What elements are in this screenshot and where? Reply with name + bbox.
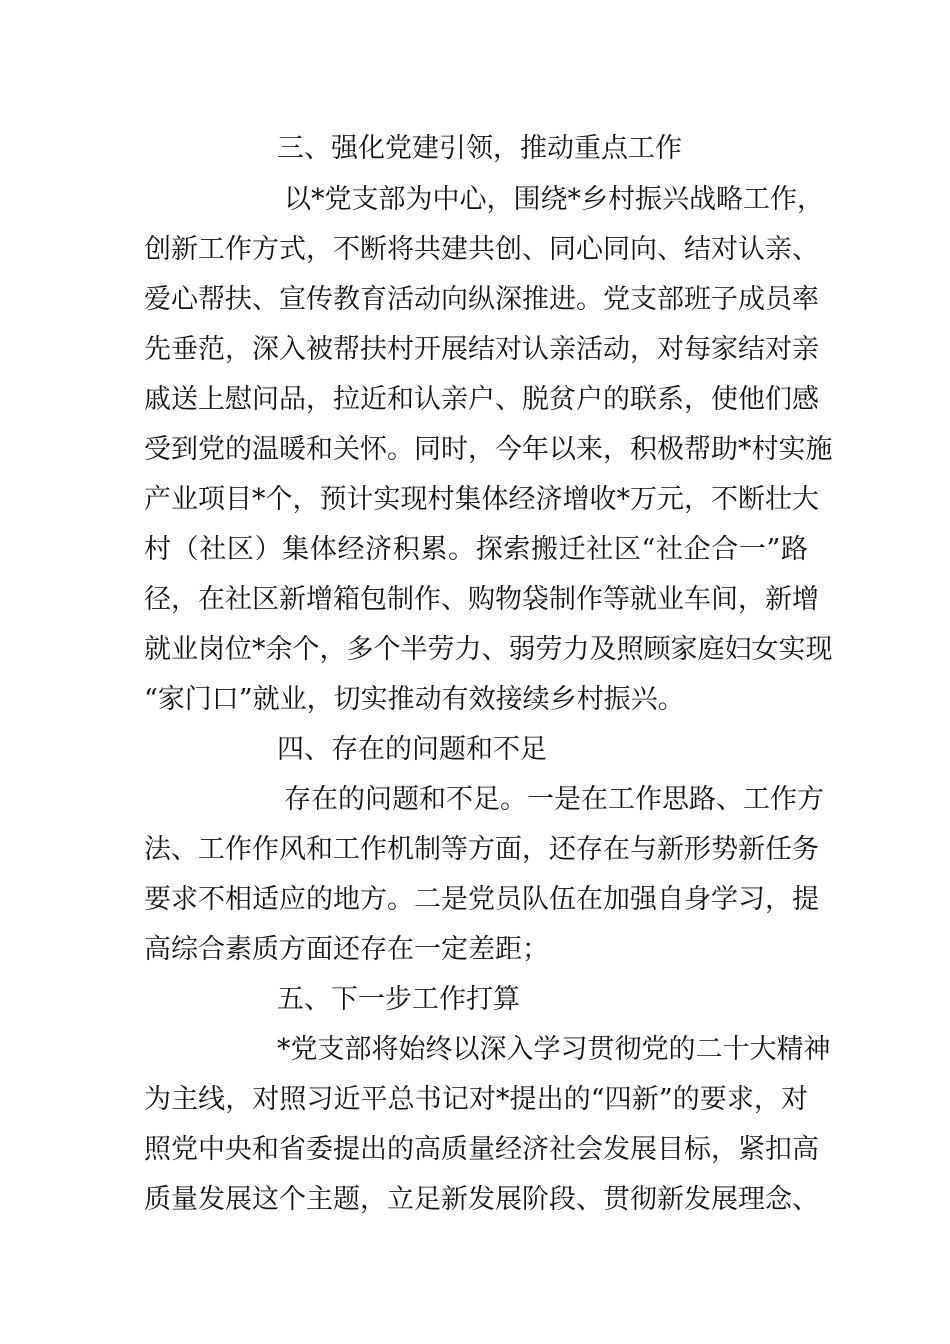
paragraph-line: “家门口”就业，切实推动有效接续乡村振兴。 (144, 684, 685, 715)
paragraph-line: 创新工作方式，不断将共建共创、同心同向、结对认亲、 (144, 234, 819, 265)
paragraph-line: 照党中央和省委提出的高质量经济社会发展目标，紧扣高 (144, 1134, 819, 1165)
paragraph-line: 径，在社区新增箱包制作、购物袋制作等就业车间，新增 (144, 584, 819, 615)
paragraph-line: 存在的问题和不足。一是在工作思路、工作方 (284, 784, 824, 815)
section-heading-3: 三、强化党建引领，推动重点工作 (277, 133, 682, 164)
paragraph-line: 法、工作作风和工作机制等方面，还存在与新形势新任务 (144, 834, 819, 865)
paragraph-line: 村（社区）集体经济积累。探索搬迁社区“社企合一”路 (144, 534, 808, 565)
paragraph-line: 质量发展这个主题，立足新发展阶段、贯彻新发展理念、 (144, 1184, 819, 1215)
paragraph-line: 要求不相适应的地方。二是党员队伍在加强自身学习，提 (144, 884, 819, 915)
section-heading-4: 四、存在的问题和不足 (277, 734, 547, 765)
paragraph-line: 为主线，对照习近平总书记对*提出的“四新”的要求，对 (144, 1084, 808, 1115)
section-heading-5: 五、下一步工作打算 (277, 984, 520, 1015)
paragraph-line: *党支部将始终以深入学习贯彻党的二十大精神 (277, 1034, 831, 1065)
paragraph-line: 产业项目*个，预计实现村集体经济增收*万元，不断壮大 (144, 484, 819, 515)
paragraph-line: 高综合素质方面还存在一定差距； (144, 934, 549, 965)
paragraph-line: 戚送上慰问品，拉近和认亲户、脱贫户的联系，使他们感 (144, 384, 819, 415)
paragraph-line: 就业岗位*余个，多个半劳力、弱劳力及照顾家庭妇女实现 (144, 634, 833, 665)
paragraph-line: 以*党支部为中心，围绕*乡村振兴战略工作， (284, 184, 824, 215)
paragraph-line: 受到党的温暖和关怀。同时，今年以来，积极帮助*村实施 (144, 434, 833, 465)
paragraph-line: 爱心帮扶、宣传教育活动向纵深推进。党支部班子成员率 (144, 284, 819, 315)
paragraph-line: 先垂范，深入被帮扶村开展结对认亲活动，对每家结对亲 (144, 334, 819, 365)
